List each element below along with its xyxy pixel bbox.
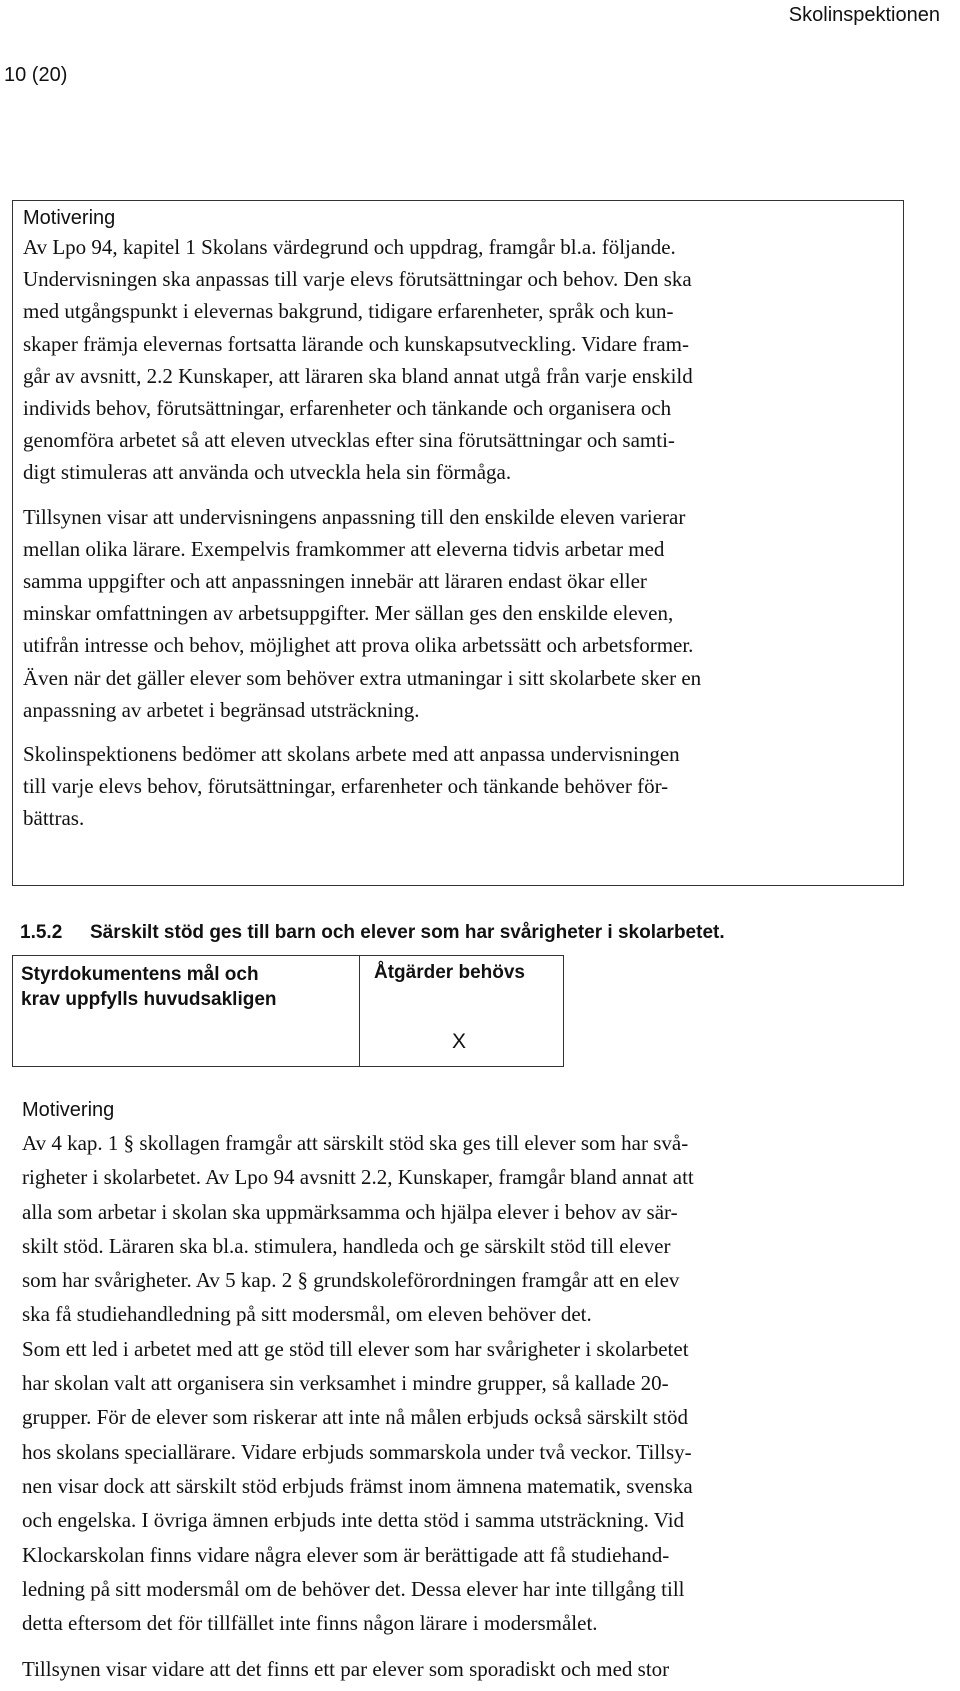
text-line: anpassning av arbetet i begränsad utsträckning. <box>23 697 420 722</box>
text-line: utifrån intresse och behov, möjlighet att prova olika arbetssätt och arbetsformer. <box>23 633 694 658</box>
assessment-table <box>12 955 564 1067</box>
text-line: digt stimuleras att använda och utveckla hela sin förmåga. <box>23 460 512 485</box>
paragraph <box>23 501 897 726</box>
assessment-col1-line: Styrdokumentens mål och <box>21 964 259 985</box>
organization-name: Skolinspektionen <box>788 4 940 26</box>
motivering-heading: Motivering <box>22 1099 115 1121</box>
text-line: Av Lpo 94, kapitel 1 Skolans värdegrund och uppdrag, framgår bl.a. följande. <box>23 235 676 259</box>
motivering-body <box>22 1126 902 1687</box>
text-line: och engelska. I övriga ämnen erbjuds inte detta stöd i samma utsträckning. Vid <box>22 1508 685 1533</box>
motivering-box <box>12 200 904 886</box>
text-line: bättras. <box>23 806 85 831</box>
assessment-col1-line: krav uppfylls huvudsakligen <box>21 989 277 1010</box>
text-line: detta eftersom det för tillfället inte finns någon lärare i modersmålet. <box>22 1611 598 1636</box>
text-line: Av 4 kap. 1 § skollagen framgår att särskilt stöd ska ges till elever som har svå- <box>22 1131 689 1155</box>
text-line: minskar omfattningen av arbetsuppgifter. Mer sällan ges den enskilde eleven, <box>23 601 674 626</box>
text-line: Tillsynen visar vidare att det finns ett par elever som sporadiskt och med stor <box>22 1657 670 1682</box>
text-line: Undervisningen ska anpassas till varje elevs förutsättningar och behov. Den ska <box>23 267 692 292</box>
paragraph <box>23 231 897 489</box>
text-line: Klockarskolan finns vidare några elever som är berättigade att få studiehand- <box>22 1542 670 1567</box>
text-line: med utgångspunkt i elevernas bakgrund, tidigare erfarenheter, språk och kun- <box>23 299 674 324</box>
text-line: hos skolans speciallärare. Vidare erbjuds sommarskola under två veckor. Tillsy- <box>22 1439 692 1464</box>
text-line: righeter i skolarbetet. Av Lpo 94 avsnitt 2.2, Kunskaper, framgår bland annat att <box>22 1165 694 1190</box>
assessment-cell-goals-met <box>12 955 359 1067</box>
text-line: ledning på sitt modersmål om de behöver det. Dessa elever har inte tillgång till <box>22 1576 685 1601</box>
text-line: grupper. För de elever som riskerar att inte nå målen erbjuds också särskilt stöd <box>22 1405 688 1430</box>
text-line: Skolinspektionens bedömer att skolans arbete med att anpassa undervisningen <box>23 742 680 767</box>
text-line: mellan olika lärare. Exempelvis framkommer att eleverna tidvis arbetar med <box>23 536 665 561</box>
section-title: Särskilt stöd ges till barn och elever som har svårigheter i skolarbetet. <box>90 922 725 943</box>
text-line: skilt stöd. Läraren ska bl.a. stimulera, handleda och ge särskilt stöd till elever <box>22 1233 671 1258</box>
paragraph <box>22 1126 902 1640</box>
section-number: 1.5.2 <box>20 922 63 943</box>
assessment-mark: X <box>452 1030 467 1053</box>
text-line: Tillsynen visar att undervisningens anpassning till den enskilde eleven varierar <box>23 504 686 529</box>
paragraph <box>23 738 897 835</box>
text-line: Även när det gäller elever som behöver extra utmaningar i sitt skolarbete sker en <box>23 665 702 690</box>
text-line: ska få studiehandledning på sitt modersmål, om eleven behöver det. <box>22 1302 592 1327</box>
section-heading <box>20 922 725 944</box>
text-line: som har svårigheter. Av 5 kap. 2 § grundskoleförordningen framgår att en elev <box>22 1268 680 1293</box>
paragraph <box>22 1652 902 1686</box>
text-line: genomföra arbetet så att eleven utvecklas efter sina förutsättningar och samti- <box>23 428 675 453</box>
text-line: skaper främja elevernas fortsatta lärande och kunskapsutveckling. Vidare fram- <box>23 331 689 356</box>
text-line: alla som arbetar i skolan ska uppmärksamma och hjälpa elever i behov av sär- <box>22 1199 678 1224</box>
text-line: till varje elevs behov, förutsättningar, erfarenheter och tänkande behöver för- <box>23 774 669 799</box>
text-line: samma uppgifter och att anpassningen innebär att läraren endast ökar eller <box>23 569 647 594</box>
text-line: individs behov, förutsättningar, erfarenheter och tänkande och organisera och <box>23 396 672 421</box>
text-line: Som ett led i arbetet med att ge stöd till elever som har svårigheter i skolarbetet <box>22 1336 689 1361</box>
page-number: 10 (20) <box>4 64 68 86</box>
text-line: går av avsnitt, 2.2 Kunskaper, att läraren ska bland annat utgå från varje enskild <box>23 363 693 388</box>
assessment-col2-header: Åtgärder behövs <box>374 962 525 983</box>
text-line: har skolan valt att organisera sin verksamhet i mindre grupper, så kallade 20- <box>22 1371 669 1396</box>
motivering-heading: Motivering <box>23 207 116 229</box>
text-line: nen visar dock att särskilt stöd erbjuds främst inom ämnena matematik, svenska <box>22 1473 693 1498</box>
